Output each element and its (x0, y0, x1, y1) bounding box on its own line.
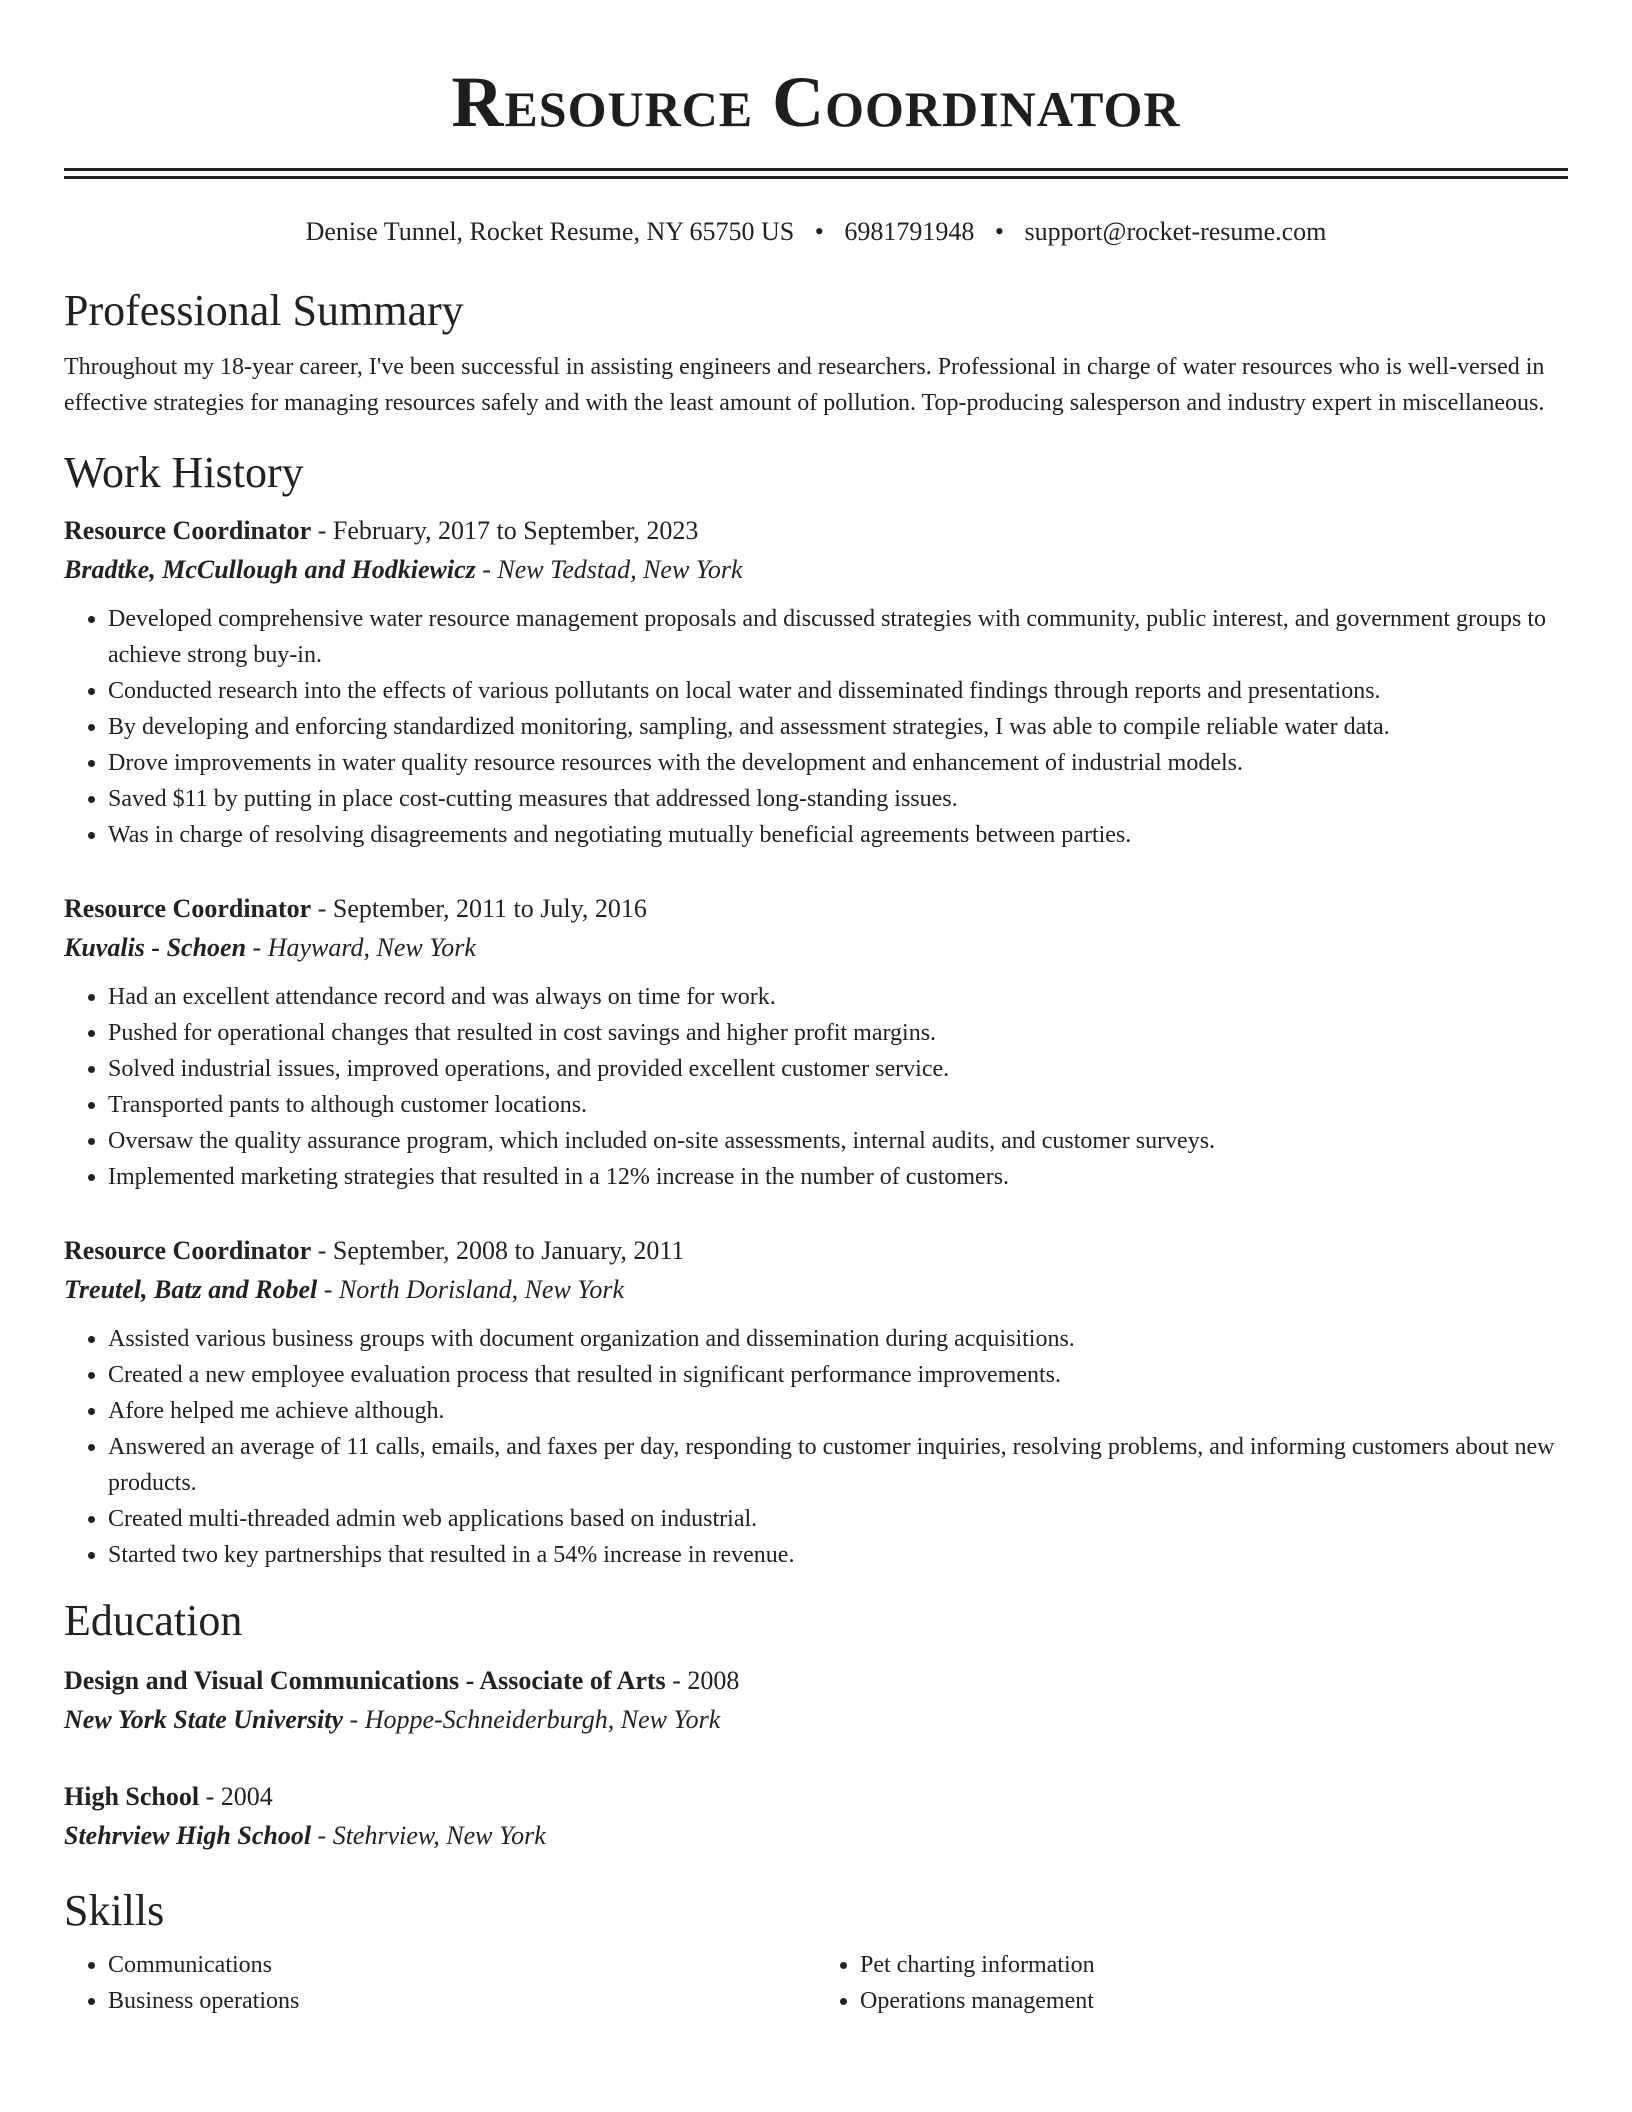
company-location: - New Tedstad, New York (475, 555, 743, 584)
degree-name: Design and Visual Communications - Associate of Arts (64, 1666, 666, 1695)
school-name: New York State University (64, 1705, 344, 1734)
school-location: - Hoppe-Schneiderburgh, New York (343, 1705, 721, 1734)
company-name: Kuvalis - Schoen (64, 933, 247, 962)
skills-column-left (64, 1947, 816, 2019)
company-name: Bradtke, McCullough and Hodkiewicz (64, 555, 476, 584)
resume-title: Resource Coordinator (451, 62, 1181, 142)
skill-item: • Business operations (108, 1983, 816, 2019)
separator-dot: • (994, 217, 1004, 246)
school-location: - Stehrview, New York (311, 1821, 546, 1850)
job-header (64, 511, 1568, 551)
school-name: Stehrview High School (64, 1821, 312, 1850)
school-line (64, 1817, 1568, 1855)
skills-section (64, 1885, 1568, 2019)
degree-header (64, 1777, 1568, 1817)
skills-column-right (816, 1947, 1568, 2019)
education-entry (64, 1777, 1568, 1855)
skills-grid (64, 1947, 1568, 2019)
job-dates: - September, 2011 to July, 2016 (311, 894, 647, 923)
list-item: • Afore helped me achieve although. (108, 1393, 1568, 1429)
title-divider (64, 168, 1568, 179)
job-entry (64, 511, 1568, 853)
job-employer (64, 551, 1568, 589)
list-item: • Created multi-threaded admin web applications based on industrial. (108, 1501, 1568, 1537)
summary-text: Throughout my 18-year career, I've been successful in assisting engineers and researchers. Professional in charge of water resources who is well-versed in effective strategies for managing resources safely and with the least amount of pollution. Top-producing salesperson and industry expert in miscellaneous. (64, 354, 1545, 416)
job-bullets (64, 979, 1568, 1195)
job-header (64, 1231, 1568, 1271)
job-dates: - September, 2008 to January, 2011 (311, 1236, 685, 1265)
job-employer (64, 1271, 1568, 1309)
skill-item: • Communications (108, 1947, 816, 1983)
company-location: - Hayward, New York (246, 933, 476, 962)
contact-phone: 6981791948 (844, 217, 975, 246)
list-item: • Had an excellent attendance record and was always on time for work. (108, 979, 1568, 1015)
degree-year: - 2004 (199, 1782, 273, 1811)
section-heading: Skills (64, 1886, 165, 1935)
professional-summary-section (64, 285, 1568, 421)
list-item: • Drove improvements in water quality resource resources with the development and enhancement of industrial models. (108, 745, 1568, 781)
job-header (64, 889, 1568, 929)
section-heading: Education (64, 1596, 243, 1645)
list-item: • By developing and enforcing standardized monitoring, sampling, and assessment strategies, I was able to compile reliable water data. (108, 709, 1568, 745)
list-item: • Created a new employee evaluation process that resulted in significant performance improvements. (108, 1357, 1568, 1393)
contact-email: support@rocket-resume.com (1024, 217, 1327, 246)
list-item: • Conducted research into the effects of various pollutants on local water and disseminated findings through reports and presentations. (108, 673, 1568, 709)
list-item: • Assisted various business groups with document organization and dissemination during acquisitions. (108, 1321, 1568, 1357)
degree-header (64, 1661, 1568, 1701)
list-item: • Pushed for operational changes that resulted in cost savings and higher profit margins. (108, 1015, 1568, 1051)
job-employer (64, 929, 1568, 967)
job-title: Resource Coordinator (64, 894, 312, 923)
list-item: • Oversaw the quality assurance program, which included on-site assessments, internal audits, and customer surveys. (108, 1123, 1568, 1159)
degree-name: High School (64, 1782, 200, 1811)
skill-item: • Pet charting information (860, 1947, 1568, 1983)
company-name: Treutel, Batz and Robel (64, 1275, 318, 1304)
list-item: • Solved industrial issues, improved operations, and provided excellent customer service. (108, 1051, 1568, 1087)
work-history-section (64, 447, 1568, 1573)
contact-address: Denise Tunnel, Rocket Resume, NY 65750 US (305, 217, 795, 246)
job-bullets (64, 1321, 1568, 1573)
separator-dot: • (814, 217, 824, 246)
job-title: Resource Coordinator (64, 516, 312, 545)
list-item: • Was in charge of resolving disagreements and negotiating mutually beneficial agreements between parties. (108, 817, 1568, 853)
list-item: • Developed comprehensive water resource management proposals and discussed strategies with community, public interest, and government groups to achieve strong buy-in. (108, 601, 1568, 673)
job-dates: - February, 2017 to September, 2023 (311, 516, 699, 545)
degree-year: - 2008 (665, 1666, 740, 1695)
education-section (64, 1595, 1568, 1855)
skill-item: • Operations management (860, 1983, 1568, 2019)
list-item: • Started two key partnerships that resulted in a 54% increase in revenue. (108, 1537, 1568, 1573)
job-bullets (64, 601, 1568, 853)
company-location: - North Dorisland, New York (317, 1275, 625, 1304)
job-title: Resource Coordinator (64, 1236, 312, 1265)
job-entry (64, 889, 1568, 1195)
education-entry (64, 1661, 1568, 1739)
section-heading: Professional Summary (64, 286, 464, 335)
list-item: • Answered an average of 11 calls, emails, and faxes per day, responding to customer inquiries, resolving problems, and informing customers about new products. (108, 1429, 1568, 1501)
list-item: • Implemented marketing strategies that resulted in a 12% increase in the number of customers. (108, 1159, 1568, 1195)
section-heading: Work History (64, 448, 304, 497)
school-line (64, 1701, 1568, 1739)
list-item: • Transported pants to although customer locations. (108, 1087, 1568, 1123)
contact-line (64, 215, 1568, 249)
job-entry (64, 1231, 1568, 1573)
list-item: • Saved $11 by putting in place cost-cutting measures that addressed long-standing issues. (108, 781, 1568, 817)
